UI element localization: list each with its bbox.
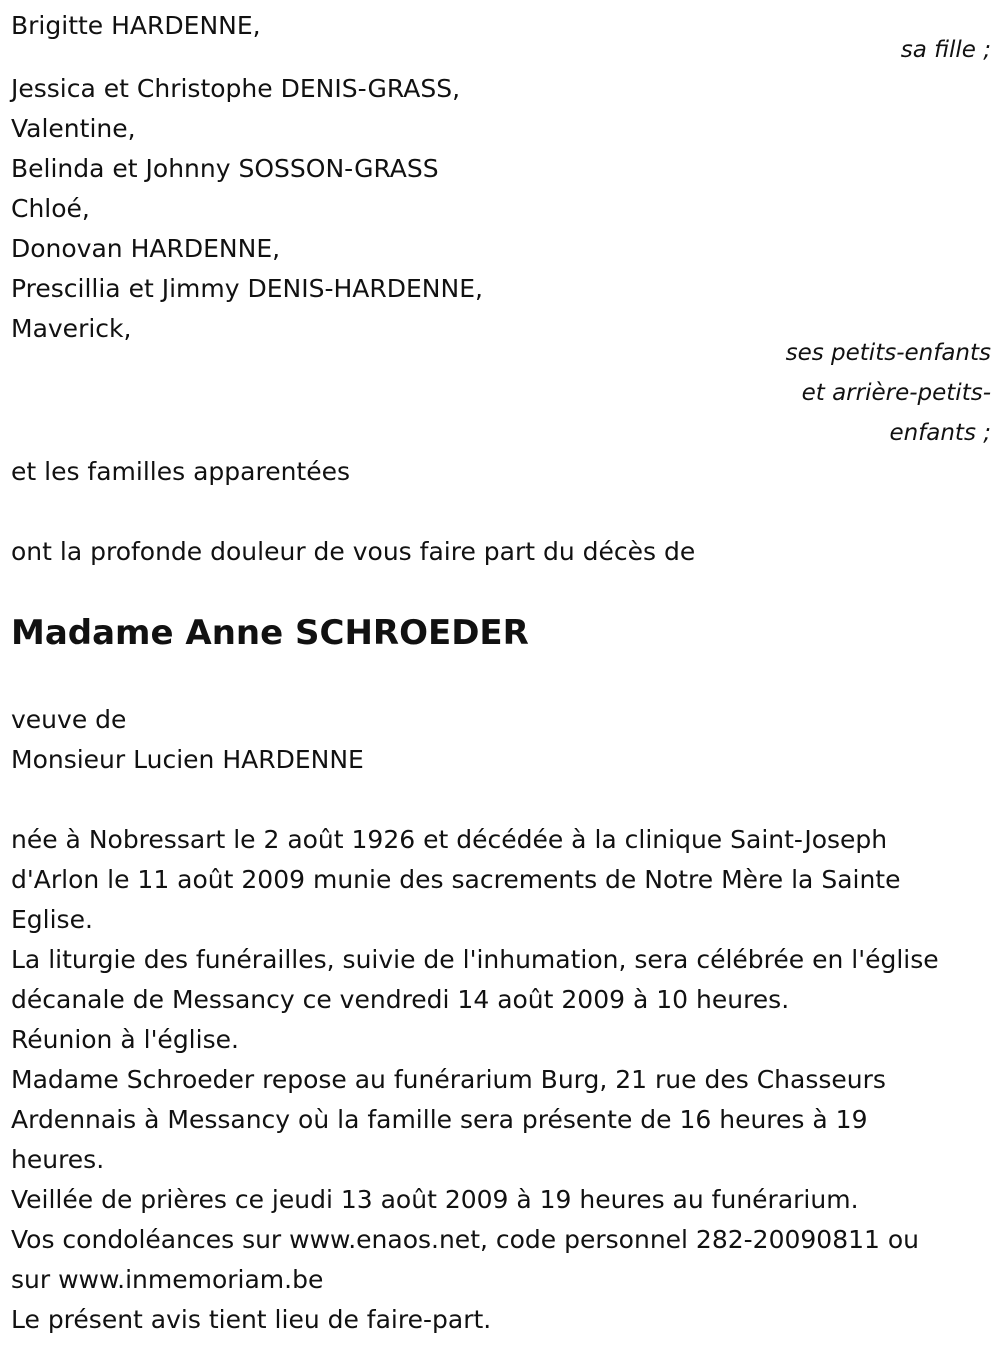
- grandchild-line: Maverick,: [11, 314, 132, 343]
- daughter-name: Brigitte HARDENNE,: [11, 11, 261, 40]
- grandchild-line: Jessica et Christophe DENIS-GRASS,: [11, 74, 461, 103]
- grandchild-line: Prescillia et Jimmy DENIS-HARDENNE,: [11, 274, 483, 303]
- detail-line: Vos condoléances sur www.enaos.net, code personnel 282-20090811 ou: [11, 1225, 920, 1254]
- grandchildren-role-line: et arrière-petits-: [801, 380, 991, 406]
- detail-line: décanale de Messancy ce vendredi 14 août 2009 à 10 heures.: [11, 985, 790, 1014]
- related-families: et les familles apparentées: [11, 457, 351, 486]
- detail-line: Ardennais à Messancy où la famille sera présente de 16 heures à 19: [11, 1105, 868, 1134]
- detail-line: La liturgie des funérailles, suivie de l'inhumation, sera célébrée en l'église: [11, 945, 939, 974]
- detail-line: née à Nobressart le 2 août 1926 et décédée à la clinique Saint-Joseph: [11, 825, 888, 854]
- grandchild-line: Belinda et Johnny SOSSON-GRASS: [11, 154, 439, 183]
- detail-line: Réunion à l'église.: [11, 1025, 239, 1054]
- daughter-role: sa fille ;: [900, 37, 991, 63]
- detail-line: Eglise.: [11, 905, 93, 934]
- detail-line: heures.: [11, 1145, 105, 1174]
- deceased-name: Madame Anne SCHROEDER: [11, 613, 529, 653]
- detail-line: Veillée de prières ce jeudi 13 août 2009 à 19 heures au funérarium.: [11, 1185, 859, 1214]
- grandchildren-role-line: enfants ;: [889, 420, 991, 446]
- widow-line: veuve de: [11, 705, 127, 734]
- grandchild-line: Donovan HARDENNE,: [11, 234, 281, 263]
- grandchild-line: Valentine,: [11, 114, 136, 143]
- detail-line: sur www.inmemoriam.be: [11, 1265, 324, 1294]
- detail-line: Le présent avis tient lieu de faire-part.: [11, 1305, 492, 1334]
- widow-line: Monsieur Lucien HARDENNE: [11, 745, 364, 774]
- detail-line: Madame Schroeder repose au funérarium Burg, 21 rue des Chasseurs: [11, 1065, 886, 1094]
- announcement-text: ont la profonde douleur de vous faire part du décès de: [11, 537, 696, 566]
- detail-line: d'Arlon le 11 août 2009 munie des sacrements de Notre Mère la Sainte: [11, 865, 901, 894]
- grandchild-line: Chloé,: [11, 194, 90, 223]
- grandchildren-role-line: ses petits-enfants: [785, 340, 991, 366]
